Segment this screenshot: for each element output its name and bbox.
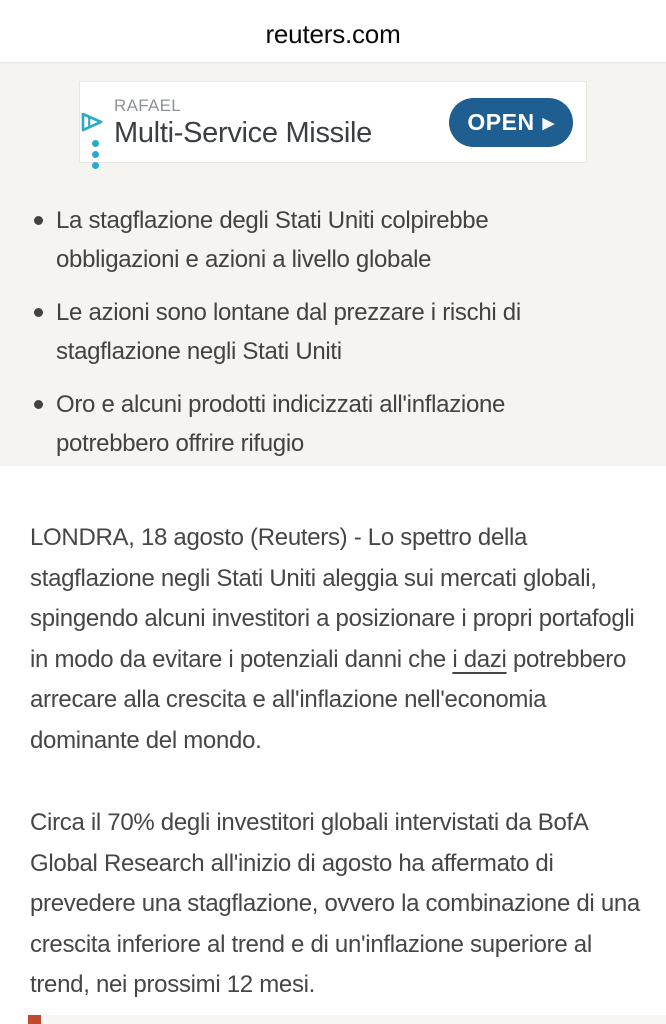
dot [92,151,99,158]
summary-bullet-item: Oro e alcuni prodotti indicizzati all'inflazione potrebbero offrire rifugio [32,385,608,463]
adchoices-icon[interactable] [80,110,106,134]
ad-advertiser-label: RAFAEL [114,96,181,115]
page-title: reuters.com [265,18,401,49]
breakout-box-edge [28,1015,666,1024]
breakout-orange-bar [28,1015,41,1024]
paragraph-text: potrebbero arrecare alla crescita e all'inflazione nell'economia dominante del mondo. [30,645,627,754]
summary-bullet-list [32,201,632,463]
summary-bullet-item: Le azioni sono lontane dal prezzare i rischi di stagflazione negli Stati Uniti [32,293,608,371]
paragraph-text: LONDRA, 18 agosto (Reuters) - Lo spettro della stagflazione negli Stati Uniti aleggia sui mercati globali, spingendo alcuni investitori a posizionare i propri portafogli in modo da evitare i potenziali danni che [30,524,635,673]
article-summary-section [0,62,666,466]
article-paragraph-2: Circa il 70% degli investitori globali intervistati da BofA Global Research all'inizio di agosto ha affermato di prevedere una stagflazione, ovvero la combinazione di una crescita inferiore al trend e di un'inflazione superiore al trend, nei prossimi 12 mesi. [30,809,640,998]
article-body [0,466,666,1006]
dazi-link[interactable]: i dazi [452,645,507,673]
dot [92,162,99,169]
summary-bullet-item: La stagflazione degli Stati Uniti colpirebbe obbligazioni e azioni a livello globale [32,201,608,279]
ad-headline: Multi-Service Missile [114,117,372,149]
ad-open-button[interactable] [449,98,573,147]
ad-text-block[interactable] [114,94,449,150]
browser-header [0,0,666,62]
ad-open-label: OPEN [467,108,535,135]
dot [92,140,99,147]
play-arrow-icon: ▶ [542,114,555,132]
article-paragraph-1 [30,518,640,761]
vertical-dots-icon[interactable] [92,140,99,169]
ad-icon-column [80,110,110,169]
ad-banner[interactable] [79,81,587,163]
